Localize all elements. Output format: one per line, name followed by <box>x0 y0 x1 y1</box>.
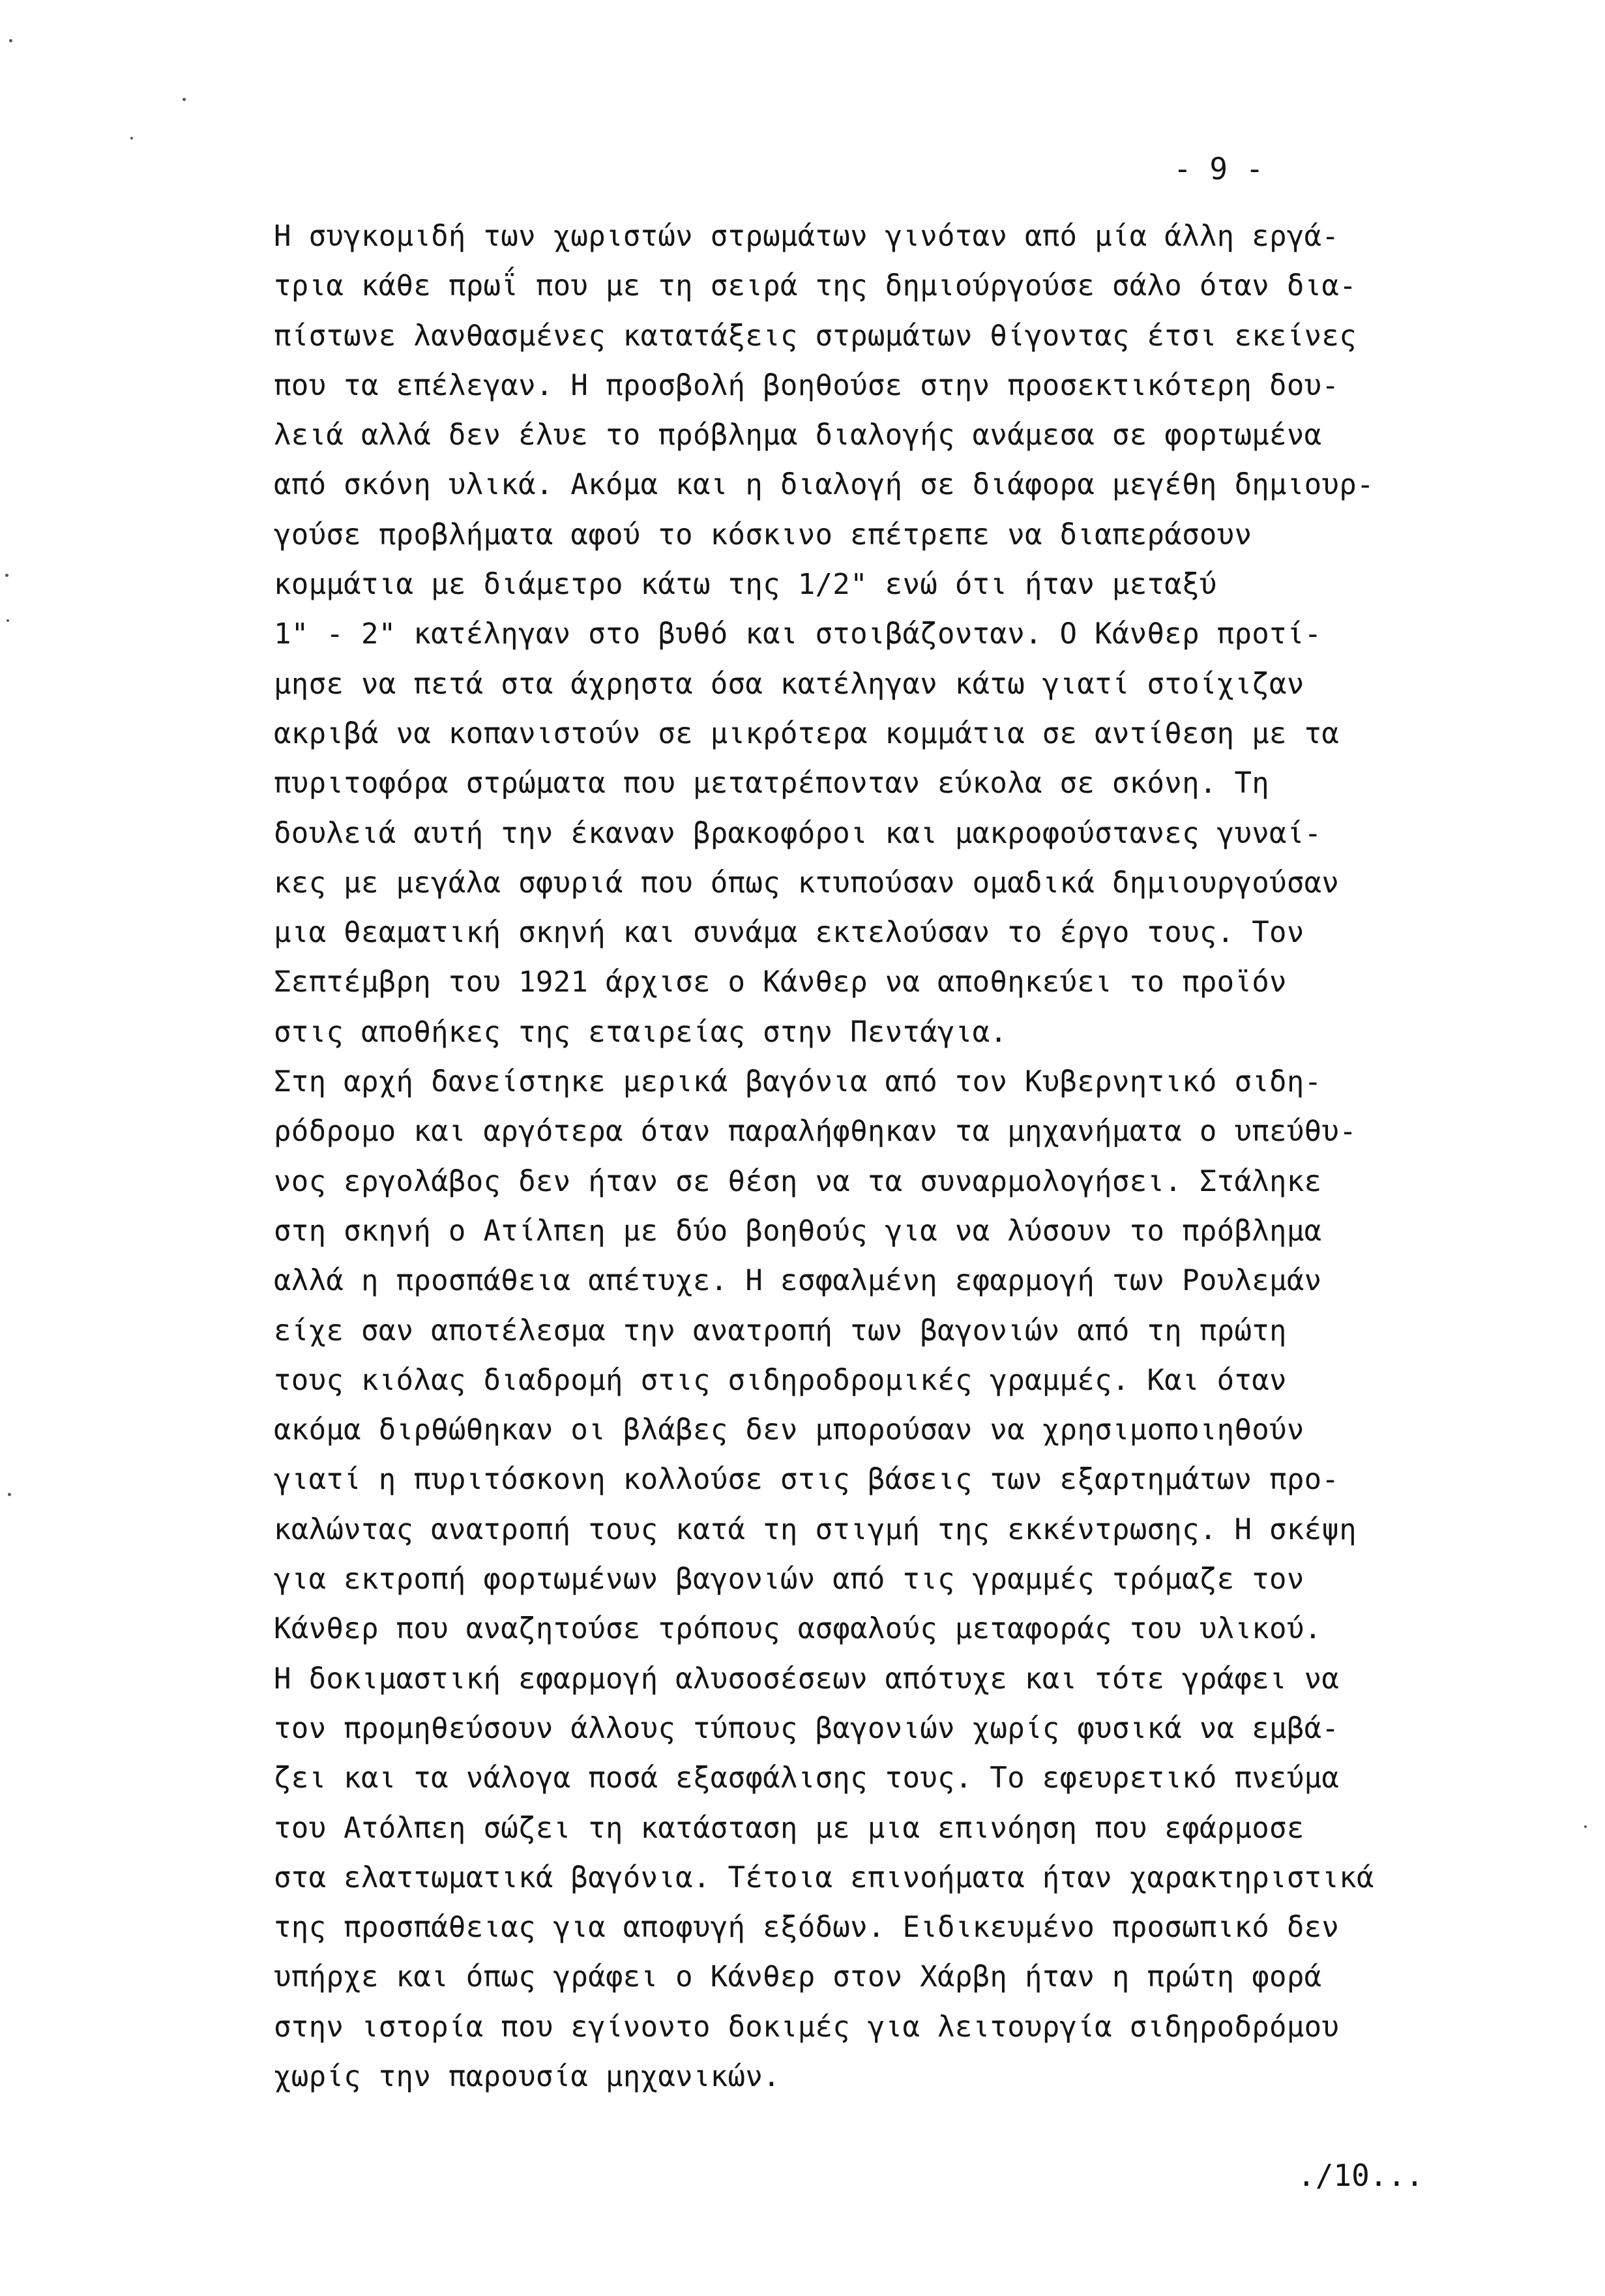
page-number: - 9 - <box>1173 151 1264 186</box>
text-line: στα ελαττωματικά βαγόνια. Τέτοια επινοήματα ήταν χαρακτηριστικά <box>274 1861 1374 1894</box>
text-line: μησε να πετά στα άχρηστα όσα κατέληγαν κάτω γιατί στοίχιζαν <box>274 667 1304 701</box>
text-line: για εκτροπή φορτωμένων βαγονιών από τις γραμμές τρόμαζε τον <box>274 1563 1304 1597</box>
text-line: του Ατόλπεη σώζει τη κατάσταση με μια επινόηση που εφάρμοσε <box>274 1811 1304 1845</box>
text-line: μια θεαματική σκηνή και συνάμα εκτελούσαν το έργο τους. Τον <box>274 916 1304 950</box>
text-line: πίστωνε λανθασμένες κατατάξεις στρωμάτων θίγοντας έτσι εκείνες <box>274 319 1357 353</box>
continuation-marker: ./10... <box>1297 2158 1424 2193</box>
text-line: κες με μεγάλα σφυριά που όπως κτυπούσαν ομαδικά δημιουργούσαν <box>274 866 1340 900</box>
text-line: Κάνθερ που αναζητούσε τρόπους ασφαλούς μεταφοράς του υλικού. <box>274 1612 1322 1646</box>
text-line: ρόδρομο και αργότερα όταν παραλήφθηκαν τα μηχανήματα ο υπεύθυ- <box>274 1115 1357 1149</box>
text-line: που τα επέλεγαν. Η προσβολή βοηθούσε στην προσεκτικότερη δου- <box>274 368 1340 402</box>
scan-speck <box>183 98 186 101</box>
text-line: 1" - 2" κατέληγαν στο βυθό και στοιβάζονταν. Ο Κάνθερ προτί- <box>274 617 1322 651</box>
text-line: τρια κάθε πρωΐ που με τη σειρά της δημιούργούσε σάλο όταν δια- <box>274 269 1357 303</box>
text-line: υπήρχε και όπως γράφει ο Κάνθερ στον Χάρβη ήταν η πρώτη φορά <box>274 1960 1322 1994</box>
scan-speck <box>5 574 8 577</box>
text-line: δουλειά αυτή την έκαναν βρακοφόροι και μακροφούστανες γυναί- <box>274 816 1322 850</box>
scan-speck <box>8 1493 11 1496</box>
scan-speck <box>9 39 12 42</box>
scan-speck <box>130 137 133 140</box>
text-line: στη σκηνή ο Ατίλπεη με δύο βοηθούς για να λύσουν το πρόβλημα <box>274 1214 1322 1248</box>
text-line: στην ιστορία που εγίνοντο δοκιμές για λειτουργία σιδηροδρόμου <box>274 2010 1340 2044</box>
text-line: ακόμα διρθώθηκαν οι βλάβες δεν μπορούσαν να χρησιμοποιηθούν <box>274 1413 1304 1447</box>
text-line: είχε σαν αποτέλεσμα την ανατροπή των βαγονιών από τη πρώτη <box>274 1314 1287 1347</box>
text-line: νος εργολάβος δεν ήταν σε θέση να τα συναρμολογήσει. Στάληκε <box>274 1164 1322 1198</box>
text-line: γούσε προβλήματα αφού το κόσκινο επέτρεπε να διαπεράσουν <box>274 518 1252 552</box>
text-line: Σεπτέμβρη του 1921 άρχισε ο Κάνθερ να αποθηκεύει το προϊόν <box>274 965 1287 999</box>
text-line: της προσπάθειας για αποφυγή εξόδων. Ειδικευμένο προσωπικό δεν <box>274 1911 1340 1945</box>
text-line: από σκόνη υλικά. Ακόμα και η διαλογή σε διάφορα μεγέθη δημιουρ- <box>274 468 1374 502</box>
text-line: πυριτοφόρα στρώματα που μετατρέπονταν εύκολα σε σκόνη. Τη <box>274 767 1270 801</box>
text-line: Η συγκομιδή των χωριστών στρωμάτων γινόταν από μία άλλη εργά- <box>274 220 1340 253</box>
scan-speck <box>1584 1825 1587 1828</box>
body-text <box>274 212 1571 2102</box>
text-line: χωρίς την παρουσία μηχανικών. <box>274 2059 780 2093</box>
text-line: λειά αλλά δεν έλυε το πρόβλημα διαλογής ανάμεσα σε φορτωμένα <box>274 419 1322 452</box>
text-line: ακριβά να κοπανιστούν σε μικρότερα κομμάτια σε αντίθεση με τα <box>274 716 1340 750</box>
text-line: κομμάτια με διάμετρο κάτω της 1/2" ενώ ότι ήταν μεταξύ <box>274 568 1217 602</box>
text-line: τον προμηθεύσουν άλλους τύπους βαγονιών χωρίς φυσικά να εμβά- <box>274 1711 1340 1745</box>
text-line: αλλά η προσπάθεια απέτυχε. Η εσφαλμένη εφαρμογή των Ρουλεμάν <box>274 1264 1322 1298</box>
text-line: γιατί η πυριτόσκονη κολλούσε στις βάσεις των εξαρτημάτων προ- <box>274 1463 1340 1497</box>
scan-speck <box>7 619 9 622</box>
text-line: τους κιόλας διαδρομή στις σιδηροδρομικές γραμμές. Και όταν <box>274 1363 1287 1397</box>
text-line: ζει και τα νάλογα ποσά εξασφάλισης τους. Το εφευρετικό πνεύμα <box>274 1761 1340 1795</box>
text-line: Στη αρχή δανείστηκε μερικά βαγόνια από τον Κυβερνητικό σιδη- <box>274 1065 1322 1099</box>
text-line: καλώντας ανατροπή τους κατά τη στιγμή της εκκέντρωσης. Η σκέψη <box>274 1512 1357 1546</box>
text-line: Η δοκιμαστική εφαρμογή αλυσοσέσεων απότυχε και τότε γράφει να <box>274 1662 1340 1696</box>
text-line: στις αποθήκες της εταιρείας στην Πεντάγια. <box>274 1015 1008 1049</box>
